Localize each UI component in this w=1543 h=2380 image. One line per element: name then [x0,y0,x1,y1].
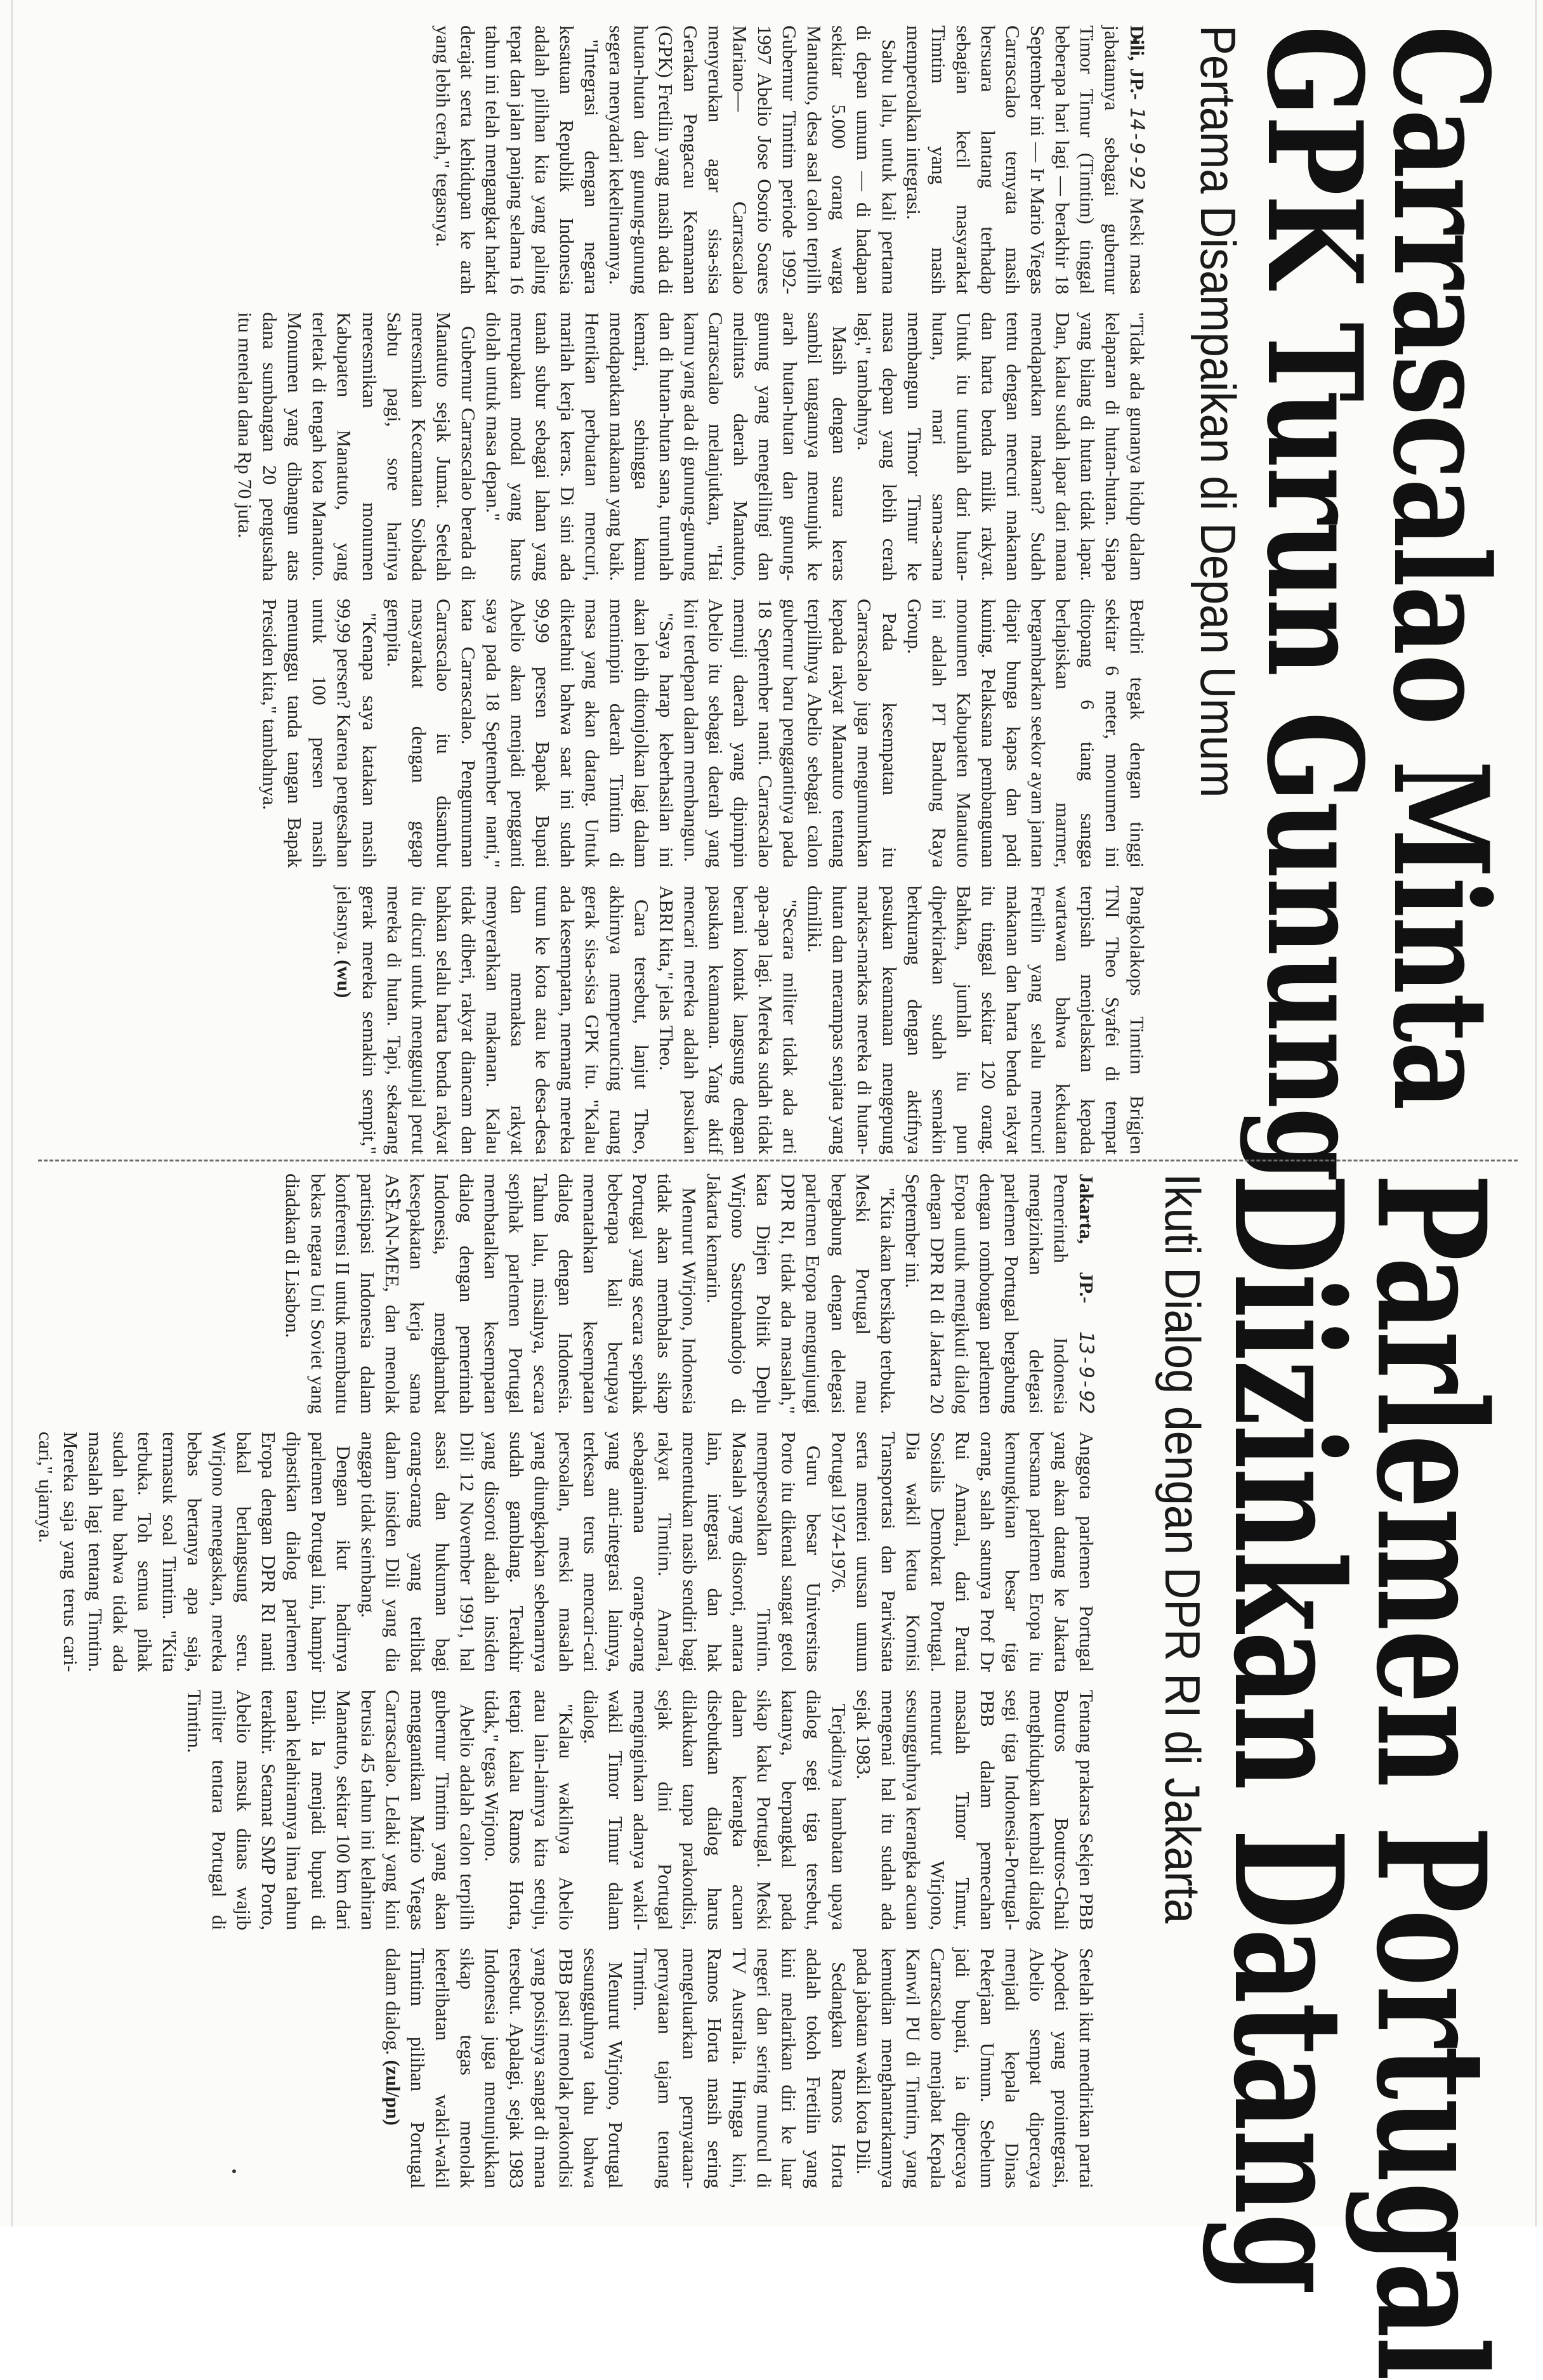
paragraph [381,1948,628,2188]
text-column [44,599,1150,868]
paragraph: Guru besar Universitas Porto itu dikenal sangat getol mempersoalkan Timtim. Masalah yang disoroti, antara lain, integrasi dan hak menentukan nasib sendiri bagi rakyat Timtim. Amaral, sebagaimana orang-orang yang anti-integrasi lainnya, terkesan terus mencari-cari persoalan, meski masalah yang diungkapkan sebenarnya sudah gamblang. Terakhir yang disoroti adalah insiden Dili 12 November 1991, hal asasi dan hukuman bagi orang-orang yang terlibat dalam insiden Dili yang dia anggap tidak seimbang. [357,1432,825,1672]
subheadline: Ikuti Dialog dengan DPR RI di Jakarta [1155,1174,1211,1924]
paragraph: Terjadinya hambatan upaya dialog segi tiga tersebut, katanya, berpangkal pada sikap kaku Portugal. Meski dalam kerangka acuan disebutkan dialog harus dilakukan tanpa prakondisi, sejak dini Portugal menginginkan adanya wakil-wakil Timor Timur dalam dialog. [580,1690,850,1930]
paragraph: Sedangkan Ramos Horta adalah tokoh Fretilin yang kini melarikan diri ke luar negeri dan sering muncul di TV Australia. Hingga kini, Ramos Horta masih sering mengeluarkan pernyataan-pernyataan tajam tentang Timtim. [629,1948,850,2188]
paragraph: Masih dengan suara keras sambil tangannya menunjuk ke arah hutan-hutan dan gunung-gunung yang mengelilingi dan melintas daerah Manatuto, Carrascalao melanjutkan, "Hai kamu yang ada di gunung-gunung dan di hutan-hutan sana, turunlah kemari, sehingga kamu mendapatkan makanan yang baik. Hentikan perbuatan mencuri, marilah kerja keras. Di sini ada tanah subur sebagai lahan yang merupakan modal yang harus diolah untuk masa depan." [482,312,851,581]
paragraph: Pada kesempatan itu Carrascalao juga mengumumkan kepada rakyat Manatuto tentang terpilihnya Abelio sebagai calon gubernur baru penggantinya pada 18 September nanti. Carrascalao memuji daerah yang dipimpin Abelio itu sebagai daerah yang kini terdepan dalam membangun. [680,599,901,868]
paragraph: Anggota parlemen Portugal yang akan datang ke Jakarta bersama parlemen Eropa itu kemungkinan besar tiga orang, salah satunya Prof Dr Rui Amaral, dari Partai Sosialis Demokrat Portugal. Dia wakil ketua Komisi Transportasi dan Pariwisata serta menteri urusan umum Portugal 1974-1976. [827,1432,1098,1672]
paragraph: "Saya harap keberhasilan ini akan lebih ditonjolkan lagi dalam memimpin daerah Timtim di masa yang akan datang. Untuk diketahui bahwa saat ini sudah 99,99 persen Bapak Bupati Abelio akan menjadi pengganti saya pada 18 September nanti," kata Carrascalao. Pengumuman Carrascalao itu disambut masyarakat dengan gegap gempita. [383,599,678,868]
text-column [44,25,1150,294]
article-columns [44,25,1150,1154]
paragraph [332,886,654,1154]
dateline: Dili, JP.- [1126,25,1148,100]
text-column [44,886,1150,1154]
byline: (zul/pn) [381,2060,404,2126]
headline-line-2: Diizinkan Datang [1200,1174,1376,2294]
paragraph: Gubernur Carrascalao berada di Manatuto sejak Jumat. Setelah meresmikan Kecamatan Soibada Sabtu pagi, sore harinya meresmikan monumen Kabupaten Manatuto, yang terletak di tengah kota Manatuto. Monumen yang dibangun atas dana sumbangan 20 pengusaha itu menelan dana Rp 70 juta. [234,312,480,581]
paragraph: Sabtu lalu, untuk kali pertama di depan umum — di hadapan sekitar 5.000 orang warga Manatuto, desa asal calon terpilih Gubernur Timtim periode 1992-1997 Abelio Jose Osorio Soares Mariano— Carrascalao menyerukan agar sisa-sisa Gerakan Pengacau Keamanan (GPK) Fretilin yang masih ada di hutan-hutan dan gunung-gunung segera menyadari kekeliruannya. [605,25,900,294]
subheadline: Pertama Disampaikan di Depan Umum [1190,25,1246,798]
paragraph: "Kita akan bersikap terbuka. Meski Portugal mau bergabung dengan delegasi parlemen Eropa mengunjungi DPR RI, tidak ada masalah," kata Dirjen Politik Deplu Wirjono Sastrohandojo di Jakarta kemarin. [703,1174,899,1414]
headline-line-1: Carrascalao Minta [1364,25,1516,1109]
headline-line-2: GPK Turun Gunung [1238,25,1390,1181]
paragraph: Dengan ikut hadirnya parlemen Portugal ini, hampir dipastikan dialog parlemen Eropa dengan DPR RI nanti bakal berlangsung seru. Wirjono menegaskan, mereka bebas bertanya apa saja, termasuk soal Timtim. "Kita terbuka. Toh semua pihak sudah tahu bahwa tidak ada masalah lagi tentang Timtim. Mereka saja yang terus cari-cari," ujarnya. [35,1432,355,1672]
paper-crease [1535,0,1537,2226]
headline-line-1: Parlemen Portugal [1343,1174,1518,2380]
paragraph: Abelio adalah calon terpilih gubernur Timtim yang akan menggantikan Mario Viegas Carrascalao. Lelaki yang kini berusia 45 tahun ini kelahiran Manatuto, sekitar 100 km dari Dili. Ia menjadi bupati di tanah kelahirannya lima tahun terakhir. Setamat SMP Porto, Abelio masuk dinas wajib militer tentara Portugal di Timtim. [183,1690,478,1930]
paper-crease [11,0,13,2226]
paragraph: Pangkolakops Timtim Brigjen TNI Theo Syafei di tempat terpisah menjelaskan kepada wartawan bahwa kekuatan Fretilin yang selalu mencuri makanan dan harta benda rakyat itu tinggal sekitar 120 orang. Bahkan, jumlah itu pun diperkirakan sudah semakin berkurang dengan aktifnya pasukan keamanan mengepung markas-markas mereka di hutan-hutan dan merampas senjata yang dimiliki. [804,886,1148,1154]
article-parlemen-portugal [35,1174,1518,2380]
paragraph: "Kenapa saya katakan masih 99,99 persen? Karena pengesahan untuk 100 persen masih menunggu tanda tangan Bapak Presiden kita," tambahnya. [259,599,381,868]
paragraph: Meski masa jabatannya sebagai gubernur Timor Timur (Timtim) tinggal beberapa hari lagi — berakhir 18 September ini — Ir Mario Viegas Carrascalao ternyata masih bersuara lantang terhadap sebagian kecil masyarakat Timtim yang masih memperoalkan integrasi. [902,25,1148,294]
article-columns [35,1174,1099,2188]
paragraph: "Tidak ada gunanya hidup dalam kelaparan di hutan-hutan. Siapa yang bilang di hutan tidak lapar. Dan, kalau sudah lapar dari mana mendapatkan makanan? Sudah tentu dengan mencuri makanan dan harta benda milik rakyat. Untuk itu turunlah dari hutan-hutan, mari sama-sama membangun Timor Timur ke masa depan yang lebih cerah lagi," tambahnya. [853,312,1148,581]
handwritten-date: 13-9-92 [1075,1331,1098,1414]
text-column [35,1432,1099,1672]
lead-paragraph [902,25,1150,294]
handwritten-date: 14-9-92 [1126,107,1148,190]
text-column [44,312,1150,581]
paragraph-text: Cara tersebut, lanjut Theo, akhirnya memperuncing ruang gerak sisa-sisa GPK itu. "Kalau ada kesempatan, memang mereka turun ke kota atau ke desa-desa dan memaksa rakyat menyerahkan makanan. Kalau tidak diberi, rakyat diancam dan bahkan selalu harta benda rakyat itu dicuri untuk menggunjal perut mereka di hutan. Tapi, sekarang gerak mereka semakin sempit," jelasnya. [333,886,653,1154]
paragraph: Tentang prakarsa Sekjen PBB Boutros Boutros-Ghali menghidupkan kembali dialog segi tiga Indonesia-Portugal-PBB dalam pemecahan masalah Timor Timur, menurut Wirjono, sesungguhnya kerangka acuan mengenai hal itu sudah ada sejak 1983. [852,1690,1098,1930]
column-divider [38,1160,1518,1161]
paragraph: Menurut Wirjono, Indonesia tidak akan membalas sikap Portugal yang secara sepihak beberapa kali berupaya mematahkan kesempatan dialog dengan Indonesia. Tahun lalu, misalnya, secara sepihak parlemen Portugal membatalkan kesempatan dialog dengan pemerintah Indonesia, menghambat kesepakatan kerja sama ASEAN-MEE, dan menolak partisipasi Indonesia dalam konferensi II untuk membantu bekas negara Uni Soviet yang diadakan di Lisabon. [282,1174,701,1414]
byline: (wu) [333,960,356,998]
paragraph: "Integrasi dengan negara kesatuan Republik Indonesia adalah pilihan kita yang paling tepat dan jalan panjang selama 16 tahun ini telah mengangkat harkat derajat serta kehidupan ke arah yang lebih cerah," tegasnya. [431,25,603,294]
paragraph: "Secara militer tidak ada arti apa-apa lagi. Mereka sudah tidak berani kontak langsung dengan pasukan keamanan. Yang aktif mencari mereka adalah pasukan ABRI kita," jelas Theo. [655,886,802,1154]
article-carrascalao [44,25,1516,1181]
paragraph-text: Menurut Wirjono, Portugal sesungguhnya tahu bahwa PBB pasti menolak prakondisi yang posisinya sangat di mana tersebut. Apalagi, sejak 1983 Indonesia juga menunjukkan sikap tegas menolak keterlibatan wakil-wakil Timtim pilihan Portugal dalam dialog. [381,1948,627,2188]
paragraph: Setelah ikut mendirikan partai Apodeti yang prointegrasi, Abelio sempat dipercaya menjadi kepala Dinas Pekerjaan Umum. Sebelum jadi bupati, ia dipercaya Carrascalao menjabat Kepala Kanwil PU di Timtim, yang kemudian menghantarkannya pada jabatan wakil kota Dili. [852,1948,1098,2188]
lead-paragraph [900,1174,1099,1414]
paragraph: "Kalau wakilnya Abelio atau lain-lainnya kita setuju, tetapi kalau Ramos Horta, tidak," tegas Wirjono. [480,1690,578,1930]
text-column [44,1948,1099,2188]
paragraph: Berdiri tegak dengan tinggi sekitar 6 meter, monumen ini ditopang 6 tiang sangga berlapiskan marmer, bergambarkan seekor ayam jantan diapit bunga kapas dan padi kuning. Pelaksana pembangunan monumen Kabupaten Manatuto ini adalah PT Bandung Raya Group. [903,599,1148,868]
text-column [44,1174,1099,1414]
text-column [44,1690,1099,1930]
paragraph: Pemerintah Indonesia mengizinkan delegasi parlemen Portugal bergabung dengan rombongan parlemen Eropa untuk mengikuti dialog dengan DPR RI di Jakarta 20 September ini. [901,1174,1072,1414]
dateline: Jakarta, JP.- [1075,1174,1098,1304]
